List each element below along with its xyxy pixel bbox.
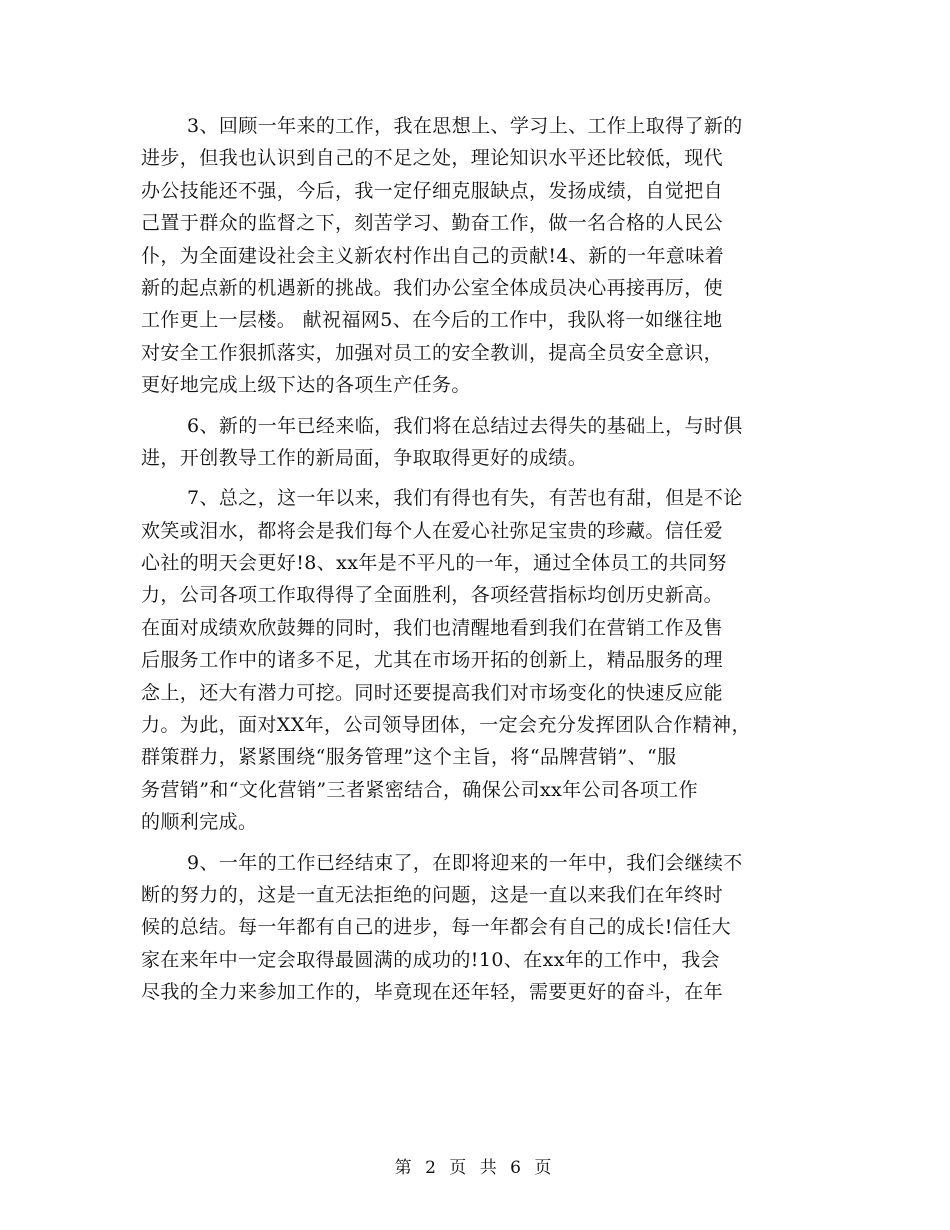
page-number-footer: 第 2 页 共 6 页 <box>394 1158 556 1178</box>
paragraph-gap <box>141 474 811 482</box>
paragraph-7-line: 念上，还大有潜力可挖。同时还要提高我们对市场变化的快速反应能 <box>141 681 724 704</box>
paragraph-3-line: 3、回顾一年来的工作，我在思想上、学习上、工作上取得了新的 <box>187 115 743 137</box>
paragraph-7-line: 在面对成绩欢欣鼓舞的同时，我们也清醒地看到我们在营销工作及售 <box>141 616 724 639</box>
paragraph-gap <box>141 402 811 410</box>
paragraph-7-line: 7、总之，这一年以来，我们有得也有失，有苦也有甜，但是不论 <box>187 487 743 510</box>
paragraph-6-line: 进，开创教导工作的新局面，争取取得更好的成绩。 <box>141 446 588 469</box>
paragraph-3-line: 对安全工作狠抓落实，加强对员工的安全教训，提高全员安全意识， <box>141 341 724 364</box>
paragraph-3-line: 仆，为全面建设社会主义新农村作出自己的贡献!4、新的一年意味着 <box>141 244 725 267</box>
paragraph-3-line: 工作更上一层楼。 献祝福网5、在今后的工作中，我队将一如继往地 <box>141 309 723 332</box>
paragraph-3-line: 己置于群众的监督之下，刻苦学习、勤奋工作，做一名合格的人民公 <box>141 212 724 235</box>
paragraph-3-line: 进步，但我也认识到自己的不足之处，理论知识水平还比较低，现代 <box>141 147 724 170</box>
paragraph-9-line: 断的努力的，这是一直无法拒绝的问题，这是一直以来我们在年终时 <box>141 883 724 906</box>
paragraph-7-line: 务营销”和“文化营销”三者紧密结合，确保公司xx年公司各项工作 <box>141 778 698 801</box>
paragraph-9-line: 候的总结。每一年都有自己的进步，每一年都会有自己的成长!信任大 <box>141 916 732 939</box>
paragraph-9-line: 9、一年的工作已经结束了，在即将迎来的一年中，我们会继续不 <box>187 851 743 874</box>
paragraph-gap <box>141 839 811 847</box>
paragraph-7-line: 欢笑或泪水，都将会是我们每个人在爱心社弥足宝贵的珍藏。信任爱 <box>141 519 724 542</box>
paragraph-7-line: 后服务工作中的诸多不足，尤其在市场开拓的创新上，精品服务的理 <box>141 649 724 672</box>
paragraph-6-line: 6、新的一年已经来临，我们将在总结过去得失的基础上，与时俱 <box>187 414 743 437</box>
paragraph-7-line: 力，公司各项工作取得得了全面胜利，各项经营指标均创历史新高。 <box>141 584 724 607</box>
paragraph-7-line: 心社的明天会更好!8、xx年是不平凡的一年，通过全体员工的共同努 <box>141 552 727 575</box>
paragraph-7-line: 的顺利完成。 <box>141 811 258 834</box>
paragraph-3-line: 新的起点新的机遇新的挑战。我们办公室全体成员决心再接再厉，使 <box>141 276 724 299</box>
paragraph-9-line: 尽我的全力来参加工作的，毕竟现在还年轻，需要更好的奋斗，在年 <box>141 981 724 1004</box>
paragraph-7-line: 力。为此，面对XX年，公司领导团体，一定会充分发挥团队合作精神， <box>141 714 751 737</box>
paragraph-3-line: 办公技能还不强，今后，我一定仔细克服缺点，发扬成绩，自觉把自 <box>141 179 724 202</box>
paragraph-9-line: 家在来年中一定会取得最圆满的成功的!10、在xx年的工作中，我会 <box>141 948 721 971</box>
body-text <box>141 110 811 1009</box>
paragraph-7-line: 群策群力，紧紧围绕“服务管理”这个主旨，将“品牌营销”、“服 <box>141 746 677 769</box>
paragraph-3-line: 更好地完成上级下达的各项生产任务。 <box>141 374 471 397</box>
